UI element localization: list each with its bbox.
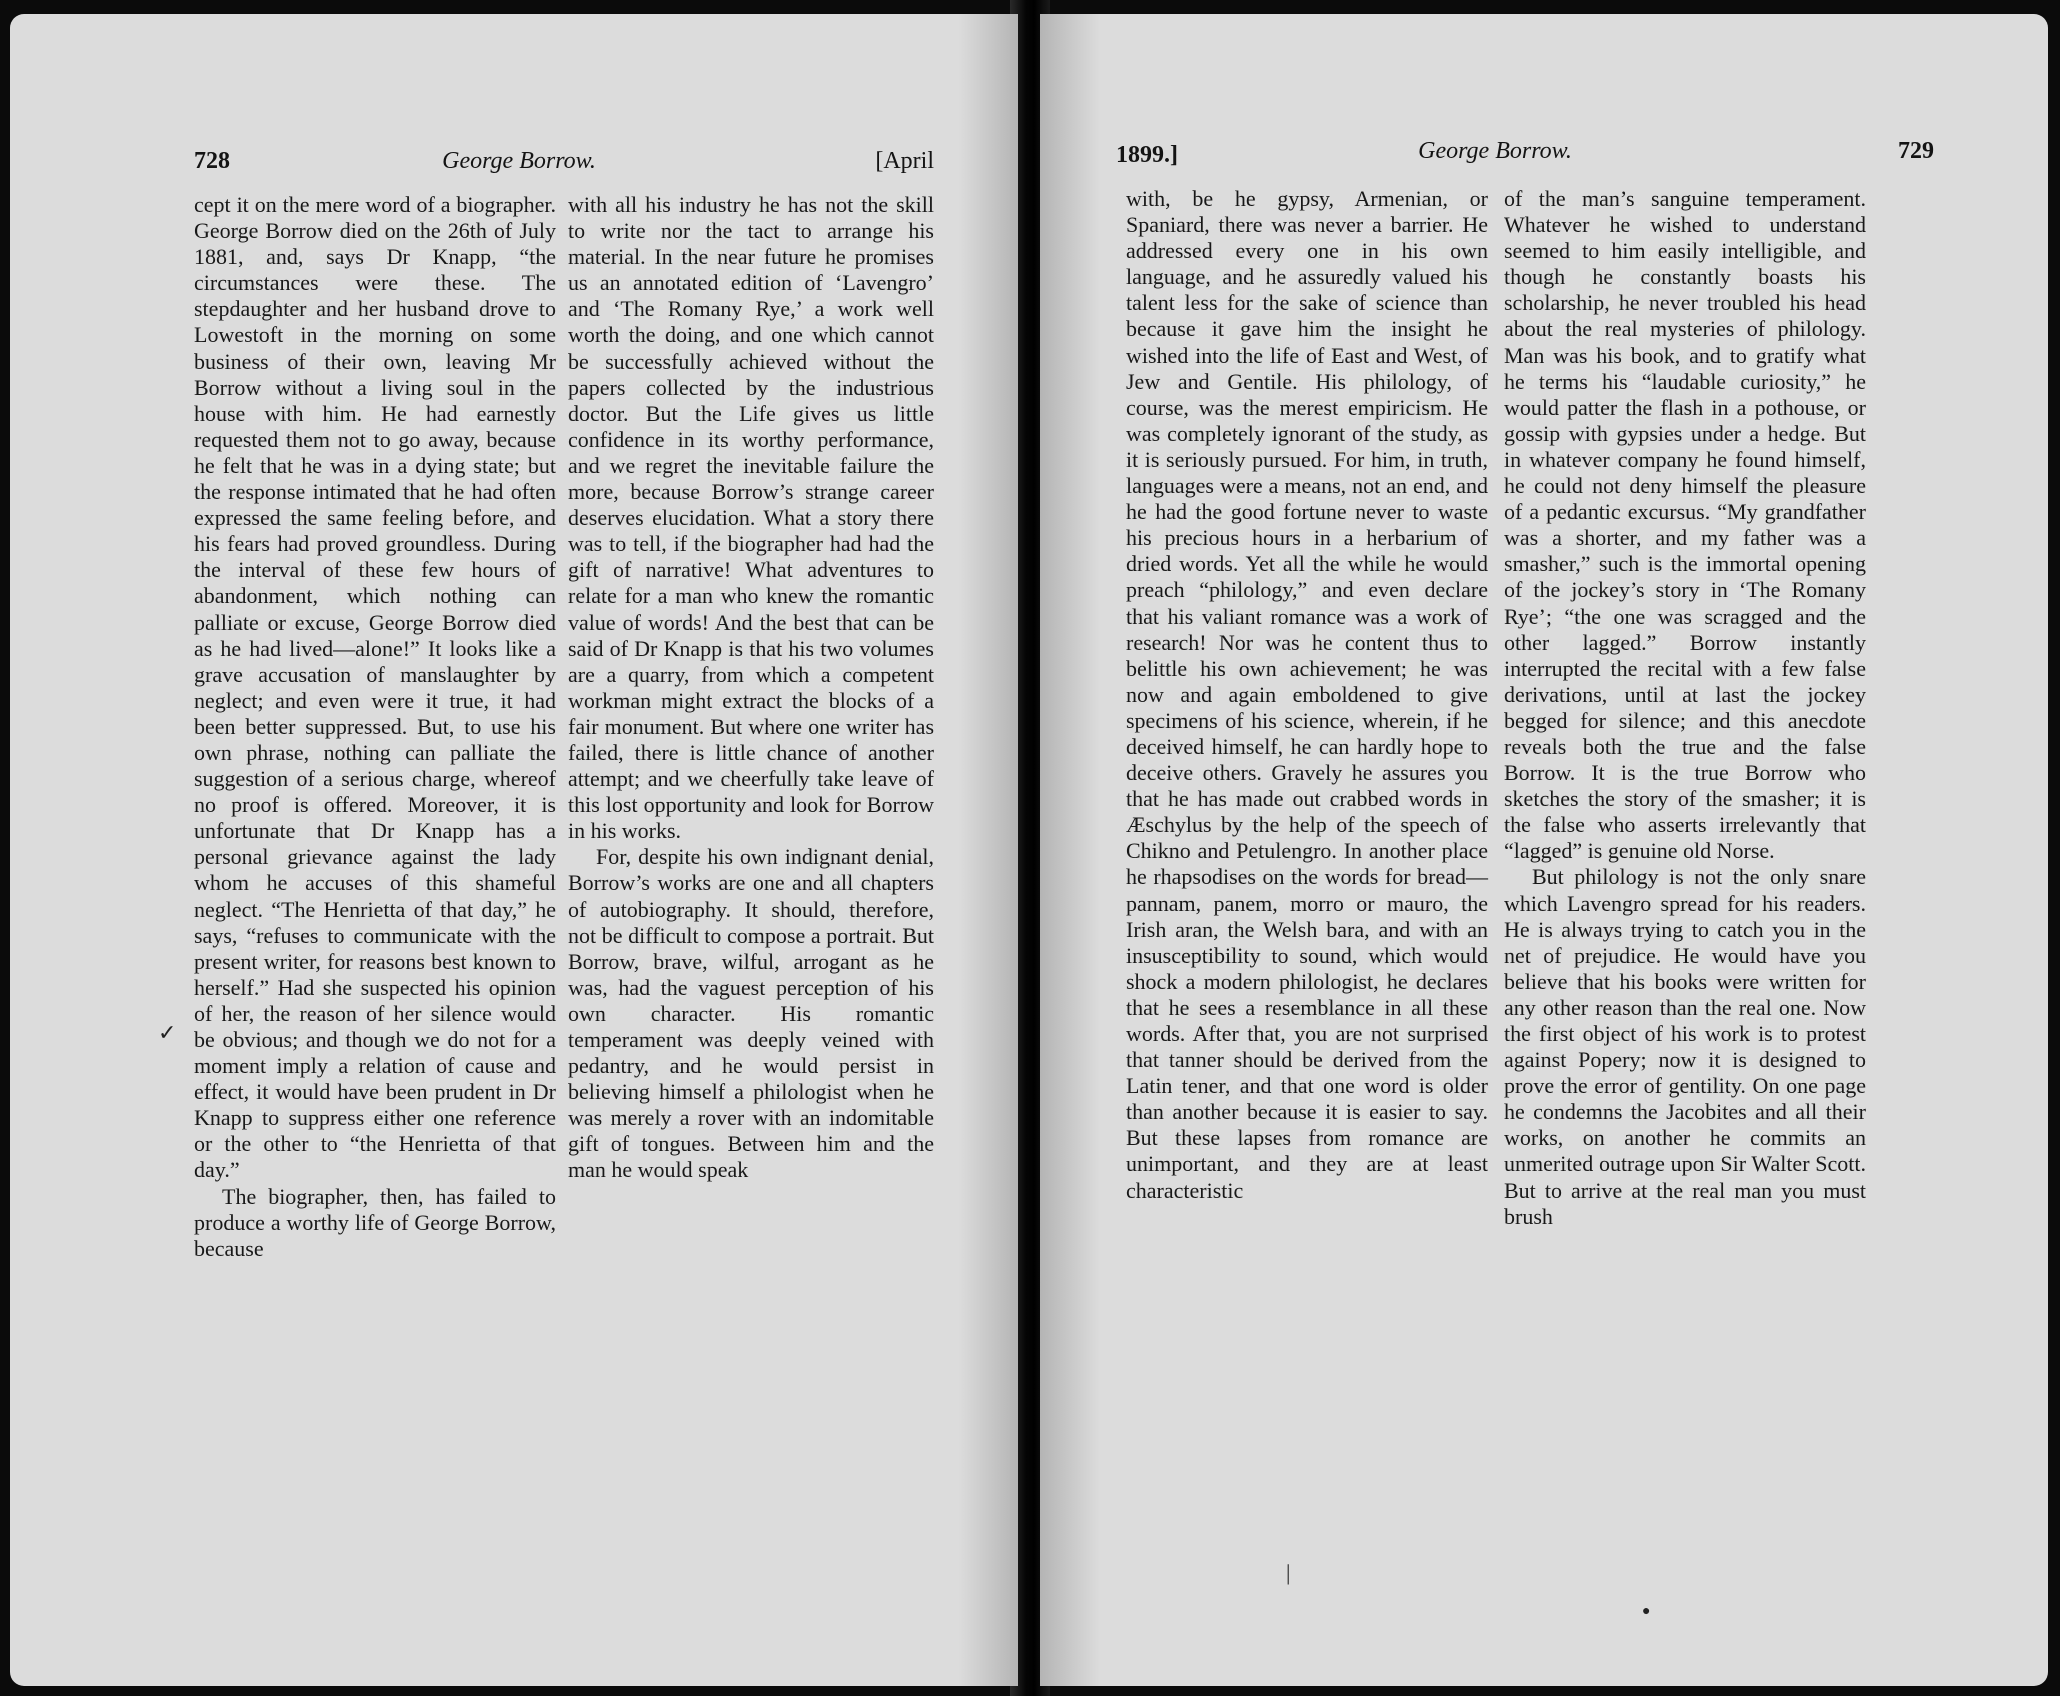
- page-speck: |: [1286, 1560, 1291, 1585]
- text-column-right-2: [1504, 186, 1866, 1230]
- running-title: George Borrow.: [442, 148, 596, 174]
- header-year: 1899.]: [1116, 142, 1178, 168]
- page-speck: ●: [1642, 1604, 1651, 1619]
- running-title: George Borrow.: [1418, 138, 1572, 164]
- text-column-left-2: [568, 192, 934, 1184]
- page-shadow: [958, 14, 1018, 1686]
- header-date: [April: [875, 148, 934, 174]
- paragraph: For, despite his own indignant denial, Borrow’s works are one and all chapters of autobiography. It should, therefore, not be difficult to compose a portrait. But Borrow, brave, wilful, arrogant as he was, had the vaguest perception of his own character. His romantic temperament was deeply veined with pedantry, and he would persist in believing himself a philologist when he was merely a rover with an indomitable gift of tongues. Between him and the man he would speak: [568, 844, 934, 1183]
- page-number: 729: [1898, 138, 1934, 164]
- paragraph: of the man’s sanguine temperament. Whatever he wished to understand seemed to him easily intelligible, and though he constantly boasts his scholarship, he never troubled his head about the real mysteries of philology. Man was his book, and to gratify what he terms his “laudable curiosity,” he would patter the flash in a pothouse, or gossip with gypsies under a hedge. But in whatever company he found himself, he could not deny himself the pleasure of a pedantic excursus. “My grandfather was a shorter, and my father was a smasher,” such is the immortal opening of the jockey’s story in ‘The Romany Rye’; “the one was scragged and the other lagged.” Borrow instantly interrupted the recital with a few false derivations, until at last the jockey begged for silence; and this anecdote reveals both the true and the false Borrow. It is the true Borrow who sketches the story of the smasher; it is the false who asserts irrelevantly that “lagged” is genuine old Norse.: [1504, 186, 1866, 864]
- right-page-header: [1116, 138, 1934, 172]
- text-column-left-1: [194, 192, 556, 1262]
- page-number: 728: [194, 148, 230, 174]
- paragraph: with, be he gypsy, Armenian, or Spaniard, there was never a barrier. He addressed every one in his own language, and he assuredly valued his talent less for the sake of science than because it gave him the insight he wished into the life of East and West, of Jew and Gentile. His philology, of course, was the merest empiricism. He was completely ignorant of the study, as it is seriously pursued. For him, in truth, languages were a means, not an end, and he had the good fortune never to waste his precious hours in a herbarium of dried words. Yet all the while he would preach “philology,” and even declare that his valiant romance was a work of research! Nor was he content thus to belittle his own achievement; he was now and again emboldened to give specimens of his science, wherein, if he deceived himself, he can hardly hope to deceive others. Gravely he assures you that he has made out crabbed words in Æschylus by the help of the speech of Chikno and Petulengro. In another place he rhapsodises on the words for bread—pannam, panem, morro or mauro, the Irish aran, the Welsh bara, and with an insusceptibility to sound, which would shock a modern philologist, he declares that he sees a resemblance in all these words. After that, you are not surprised that tanner should be derived from the Latin tener, and that one word is older than another because it is easier to say. But these lapses from romance are unimportant, and they are at least characteristic: [1126, 186, 1488, 1203]
- left-page-header: [194, 148, 934, 182]
- right-page: [1040, 14, 2048, 1686]
- paragraph: with all his industry he has not the skill to write nor the tact to arrange his material. In the near future he promises us an annotated edition of ‘Lavengro’ and ‘The Romany Rye,’ a work well worth the doing, and one which cannot be successfully achieved without the papers collected by the industrious doctor. But the Life gives us little confidence in its worthy performance, and we regret the inevitable failure the more, because Borrow’s strange career deserves elucidation. What a story there was to tell, if the biographer had had the gift of narrative! What adventures to relate for a man who knew the romantic value of words! And the best that can be said of Dr Knapp is that his two volumes are a quarry, from which a competent workman might extract the blocks of a fair monument. But where one writer has failed, there is little chance of another attempt; and we cheerfully take leave of this lost opportunity and look for Borrow in his works.: [568, 192, 934, 844]
- paragraph: The biographer, then, has failed to produce a worthy life of George Borrow, because: [194, 1183, 556, 1261]
- page-shadow: [1040, 14, 1100, 1686]
- paragraph: cept it on the mere word of a biographer. George Borrow died on the 26th of July 1881, and, says Dr Knapp, “the circumstances were these. The stepdaughter and her husband drove to Lowestoft in the morning on some business of their own, leaving Mr Borrow without a living soul in the house with him. He had earnestly requested them not to go away, because he felt that he was in a dying state; but the response intimated that he had often expressed the same feeling before, and his fears had proved groundless. During the interval of these few hours of abandonment, which nothing can palliate or excuse, George Borrow died as he had lived—alone!” It looks like a grave accusation of manslaughter by neglect; and even were it true, it had been better suppressed. But, to use his own phrase, nothing can palliate the suggestion of a serious charge, whereof no proof is offered. Moreover, it is unfortunate that Dr Knapp has a personal grievance against the lady whom he accuses of this shameful neglect. “The Henrietta of that day,” he says, “refuses to communicate with the present writer, for reasons best known to herself.” Had she suspected his opinion of her, the reason of her silence would be obvious; and though we do not for a moment imply a relation of cause and effect, it would have been prudent in Dr Knapp to suppress either one reference or the other to “the Henrietta of that day.”: [194, 192, 556, 1183]
- page-speck: ✓: [158, 1020, 177, 1045]
- left-page: [10, 14, 1018, 1686]
- paragraph: But philology is not the only snare which Lavengro spread for his readers. He is always trying to catch you in the net of prejudice. He would have you believe that his books were written for any other reason than the real one. Now the first object of his work is to protest against Popery; now it is designed to prove the error of gentility. On one page he condemns the Jacobites and all their works, on another he commits an unmerited outrage upon Sir Walter Scott. But to arrive at the real man you must brush: [1504, 864, 1866, 1229]
- text-column-right-1: [1126, 186, 1488, 1204]
